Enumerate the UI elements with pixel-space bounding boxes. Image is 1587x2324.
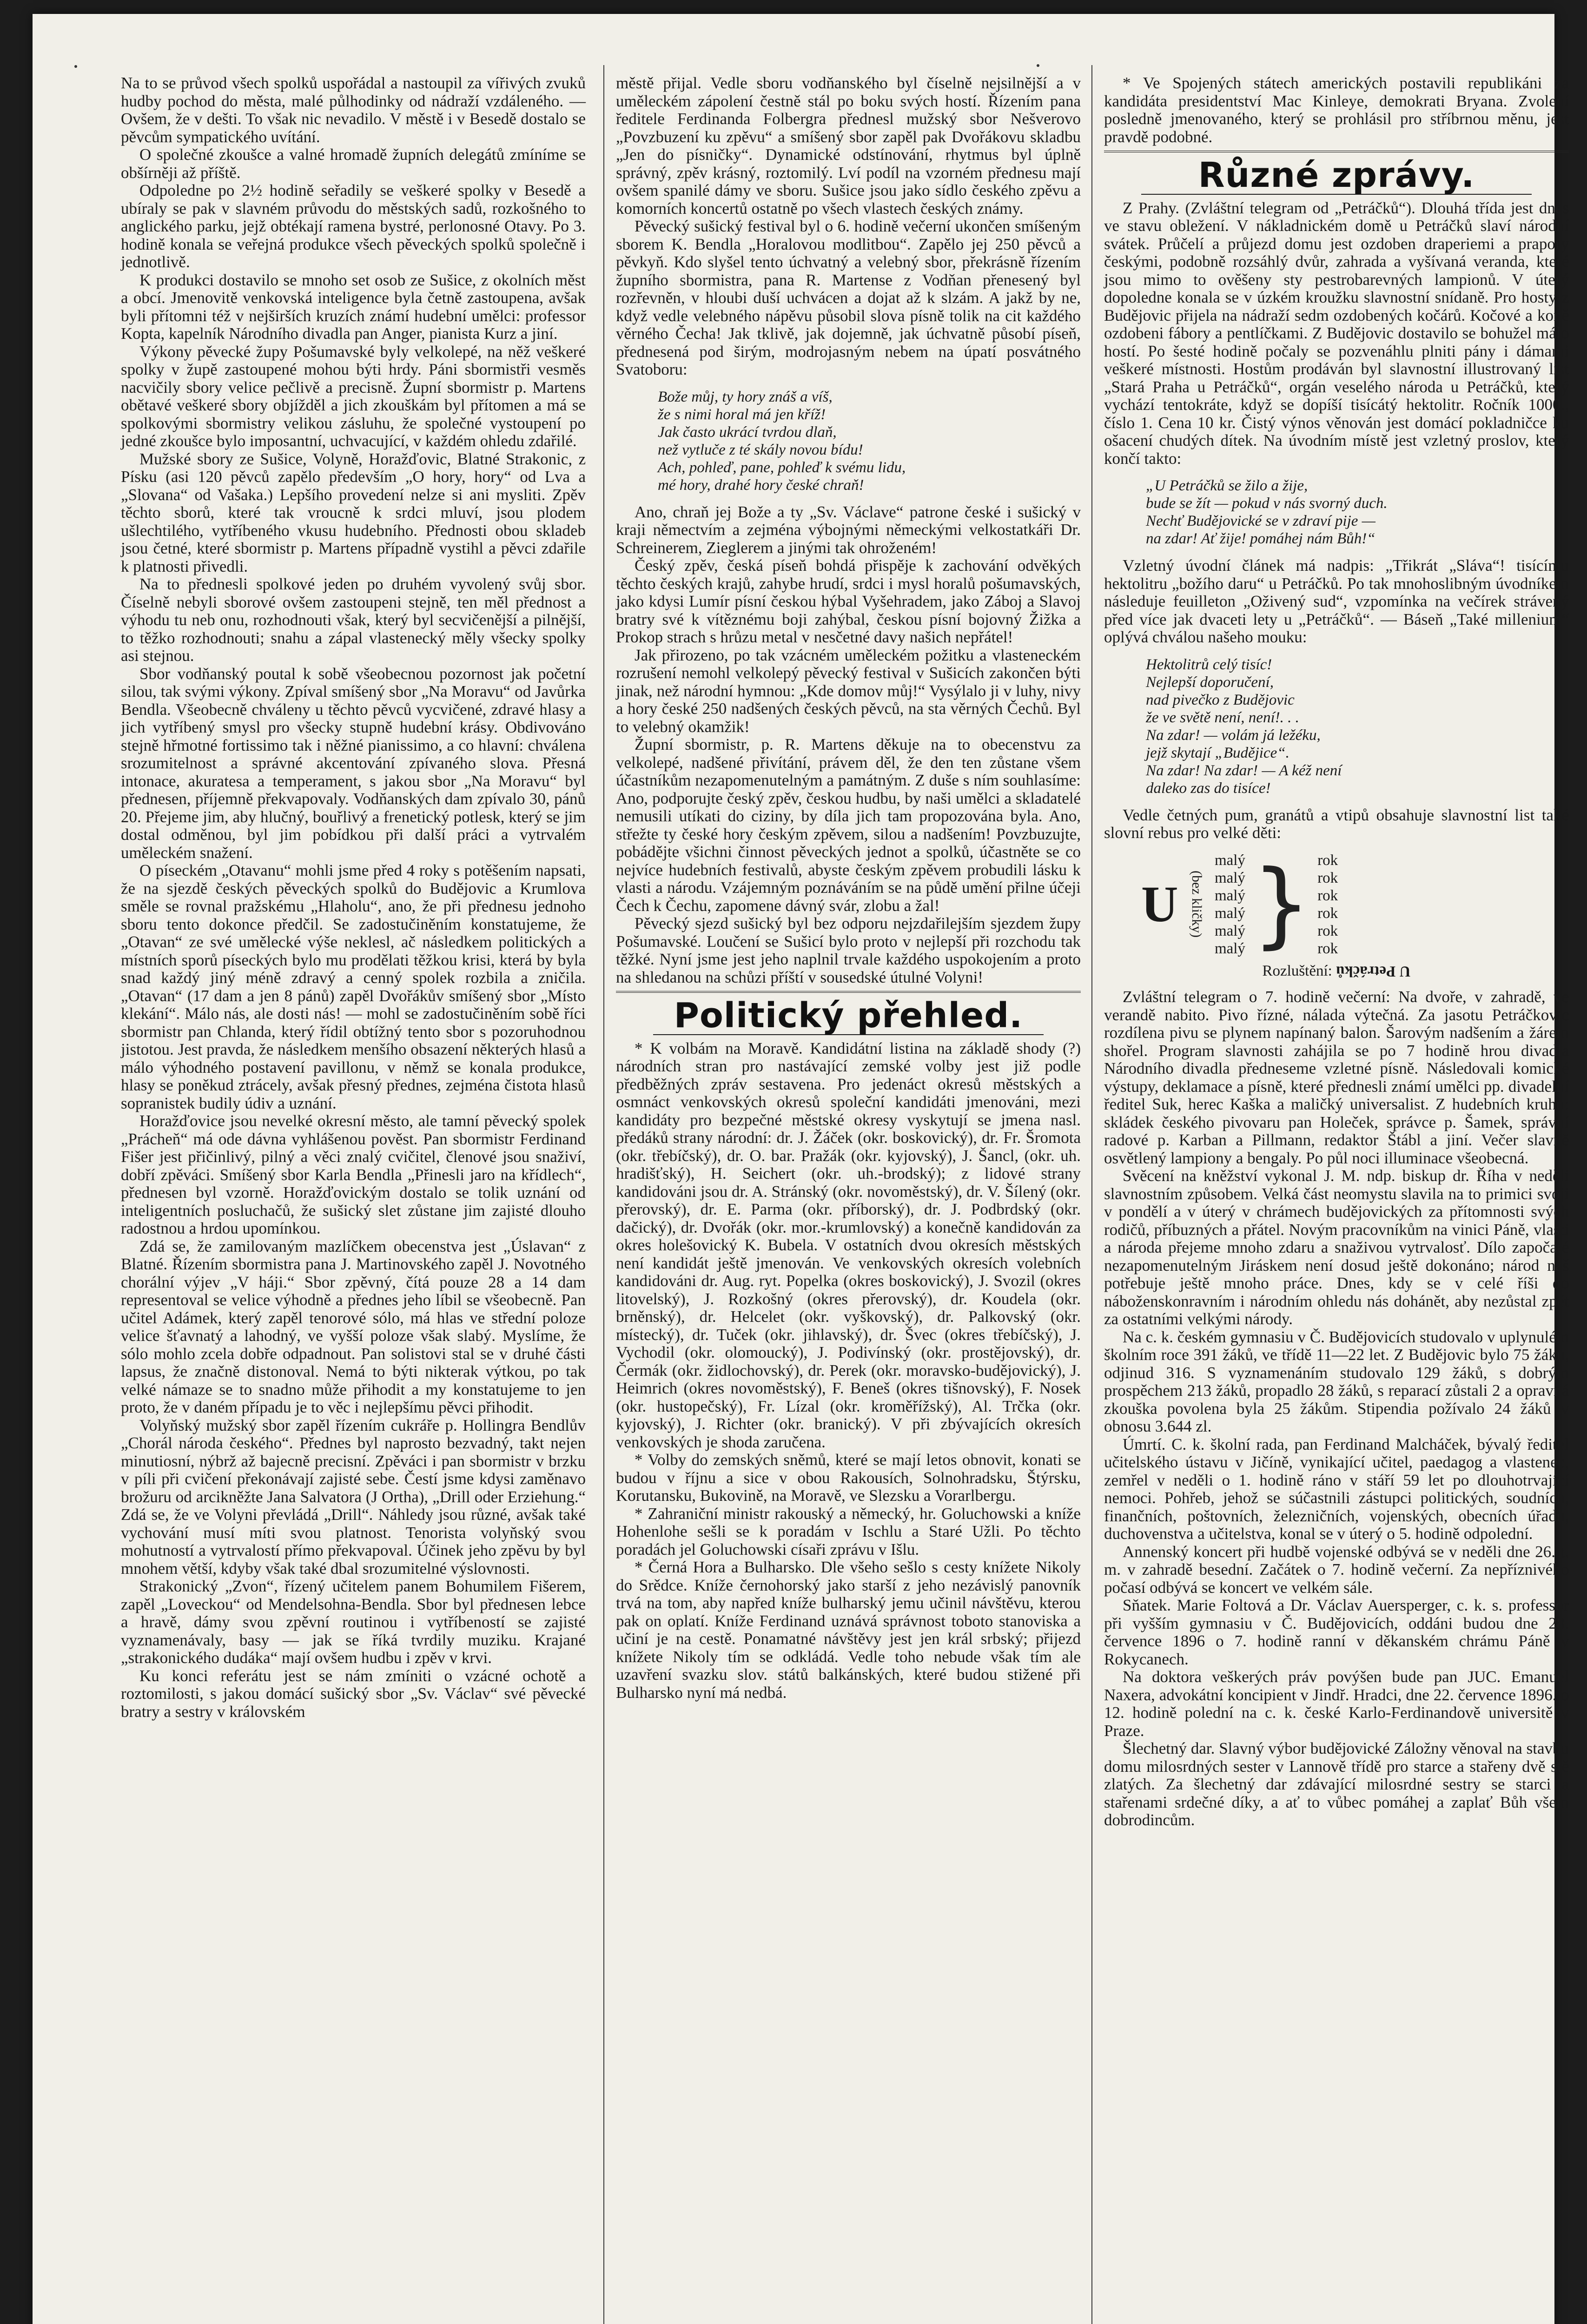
- column-rule: [1091, 65, 1092, 2324]
- news-item: Svěcení na kněžství vykonal J. M. ndp. biskup dr. Říha v neděli slavnostním způsobem. Velká část neomystu slavila na to primici svoji v pondělí a v úterý v chrámech budějovických za přítomnosti svých rodičů, příbuzných a přátel. Novým pracovníkům na vinici Páně, vlasti a národa přejeme mnoho zdaru a snaživou vytrvalosť. Dílo započaté nezapomenutelným Jiráskem není dosud ještě dokonáno; národ náš potřebuje ještě mnoho práce. Dnes, kdy se v celé říši do náboženskonravním i národním ohledu nás dohánět, aby nezůstal zpět za ostatními velkými národy.: [1104, 1167, 1569, 1328]
- paragraph: O píseckém „Otavanu“ mohli jsme před 4 roky s potěšením napsati, že na sjezdě českých pěveckých spolků do Budějovic a Krumlova směle se rovnal pražskému „Hlaholu“, ano, že při přednesu jednoho sboru tento dokonce předčil. Se zadostučiněním konstatujeme, že „Otavan“ ze své umělecké výše neklesl, ač následkem politických a místních sporů píseckých bylo mu prodělati těžkou krisi, která by byla snad každý jiný méně zdravý a cenný spolek rozbila a zničila. „Otavan“ (17 dam a jen 8 pánů) zapěl Dvořákův smíšený sbor „Místo klekání“. Málo nás, ale dosti nás! — mohl se zadostučiněním sobě říci sbormistr pan Chlanda, který řídil obtížný tento sbor s pozoruhodnou jistotou. Jest pravda, že následkem menšího obsazení některých hlasů a málo výhodného postavení pavillonu, v němž se konala produkce, hlasy se poněkud ztrácely, avšak přesný přednes, zejména čistota hlasů sopranistek budily údiv a uznání.: [121, 861, 586, 1112]
- poem-line: mé hory, drahé hory české chraň!: [658, 476, 864, 494]
- poem-line: Bože můj, ty hory znáš a víš,: [658, 388, 833, 405]
- poem: [658, 388, 1081, 494]
- section-divider: [1104, 151, 1569, 152]
- paragraph: Vzletný úvodní článek má nadpis: „Třikrát „Sláva“! tisícímu hektolitru „božího daru“ u Petráčků. Po tak mnohoslibným úvodníkem následuje feuilleton „Oživený sud“, vzpomínka na večírek strávený před více jak dvaceti lety u „Petráčků“. — Báseň „Také millenium“ oplývá chválou našeho mouku:: [1104, 556, 1569, 646]
- paragraph: Vedle četných pum, granátů a vtipů obsahuje slavnostní list také slovní rebus pro velké děti:: [1104, 805, 1569, 842]
- news-item: * Zahraniční ministr rakouský a německý, hr. Goluchowski a kníže Hohenlohe sešli se k poradám v Ischlu a Staré Užli. Po těchto poradách jel Goluchowski císaři zprávu v Išlu.: [616, 1504, 1081, 1558]
- poem-line: Jak často ukrácí tvrdou dlaň,: [658, 423, 837, 441]
- rebus-word: malý: [1214, 905, 1245, 922]
- section-divider: [616, 991, 1081, 993]
- paragraph: Mužské sbory ze Sušice, Volyně, Horažďovic, Blatné Strakonic, z Písku (asi 120 pěvců zapělo především „O hory, hory“ od Lva a „Slovana“ od Vašaka.) Lepšího provedení nelze si ani mysliti. Zpěv těchto sborů, které tak vroucně k srdci mluví, jsou plodem ušlechtilého, vytříbeného vkusu hudebního. Přednosti obou skladeb jsou četné, které sbormistr p. Martens případně vystihl a pěvci zdařile k platnosti přivedli.: [121, 449, 586, 575]
- rebus-word: rok: [1317, 940, 1338, 957]
- paragraph: Na to přednesli spolkové jeden po druhém vyvolený svůj sbor. Číselně nebyli sborové ovšem zastoupeni stejně, ten měl přednost a výhodu tu neb onu, rozhodnouti však, který byl secvičenější a pilnější, to těžko rozhodnouti; snahu a zápal vlastenecký měly všecky spolky asi stejnou.: [121, 575, 586, 665]
- news-item: Sňatek. Marie Foltová a Dr. Václav Auersperger, c. k. s. professor při vyšším gymnasiu v Č. Budějovicích, oddáni budou dne 28. července 1896 o 7. hodině ranní v děkanském chrámu Páně v Rokycanech.: [1104, 1596, 1569, 1668]
- rebus-word: malý: [1214, 887, 1245, 904]
- rebus: [1141, 852, 1569, 957]
- rebus-word: rok: [1317, 905, 1338, 922]
- paragraph: Pěvecký sjezd sušický byl bez odporu nejzdařilejším sjezdem župy Pošumavské. Loučení se Sušicí bylo proto v nejlepší při rozchodu tak těžké. Nyní jsme jest jeho naplnil trvale každého uspokojením a proto na shledanou na schůzi příští v sousedské útulné Volyni!: [616, 914, 1081, 986]
- verse-line: Na zdar! — volám já ležéku,: [1146, 726, 1321, 744]
- section-title-politics: Politický přehled.: [674, 996, 1023, 1036]
- paragraph: Výkony pěvecké župy Pošumavské byly velkolepé, na něž veškeré spolky v župě zastoupené mohou býti hrdy. Páni sbormistři vesměs nacvičily sbory velice pečlivě a precisně. Župní sbormistr p. Martens obětavé veškeré sbory objížděl a jich zkouškám byl přítomen a má se spolkovými sbormistry velikou zásluhu, že společné vystoupení po jedné zkoušce bylo imposantní, uchvacující, v každém ohledu zdařilé.: [121, 342, 586, 450]
- rebus-word: malý: [1214, 852, 1245, 869]
- poem-line: že s nimi horal má jen kříž!: [658, 406, 826, 423]
- news-item: Na c. k. českém gymnasiu v Č. Budějovicích studovalo v uplynulém školním roce 391 žáků, ve třídě 11—22 let. Z Budějovic bylo 75 žáků, odjinud 316. S vyznamenáním studovalo 129 žáků, s dobrým prospěchem 213 žáků, propadlo 28 žáků, s reparací zůstali 2 a opravná zkouška povolena byla 25 žákům. Stipendia požívalo 24 žáků v obnosu 3.644 zl.: [1104, 1327, 1569, 1435]
- verse-line: Hektolitrů celý tisíc!: [1146, 656, 1272, 673]
- paragraph: Horažďovice jsou nevelké okresní město, ale tamní pěvecký spolek „Prácheň“ má ode dávna vyhlášenou pověst. Pan sbormistr Ferdinand Fišer jest přičinlivý, pilný a věci znalý cvičitel, členové jsou snaživí, dobří zpěváci. Smíšený sbor Karla Bendla „Přinesli jaro na křídlech“, přednesen byl vzorně. Horažďovickým dostalo se tolik uznání od inteligentních posluchačů, že sušický slet zůstane jim zajisté dlouho radostnou a hrdou upomínkou.: [121, 1112, 586, 1237]
- paragraph: Ku konci referátu jest se nám zmíniti o vzácné ochotě a roztomilosti, s jakou domácí sušický sbor „Sv. Václav“ své pěvecké bratry a sestry v královském: [121, 1666, 586, 1721]
- paragraph: Pěvecký sušický festival byl o 6. hodině večerní ukončen smíšeným sborem K. Bendla „Horalovou modlitbou“. Zapělo jej 250 pěvců a pěvkyň. Kdo slyšel tento úchvatný a velebný sbor, překrásně řízením župního sbormistra, pana R. Martense z Vodňan přenesený byl rozřevněn, v hloubi duší uchvácen a dojat až k slzám. A jakž by ne, když vedle velebného nápěvu působil slova písně tolik na cit každého věrného Čecha! Jak tklivě, jak dojemně, jak úchvatně působí píseň, přednesená pod širým, modrojasným nebem na úpatí posvátného Svatoboru:: [616, 217, 1081, 378]
- rebus-word: rok: [1317, 922, 1338, 939]
- news-item: * K volbám na Moravě. Kandidátní listina na základě shody (?) národních stran pro nastávající zemské volby jest již podle předběžných zpráv sestavena. Pro jedenáct okresů městských a osmnáct venkovských okresů společní kandidáti jmenováni, mezi kandidáty pro bezpečné městské okresy vyskytují se jmena nasl. předáků strany národní: dr. J. Žáček (okr. boskovický), dr. Fr. Šromota (okr. třebíčský), dr. O. bar. Pražák (okr. kyjovský), J. Šancl, (okr. uh. hradišťský), H. Seichert (okr. uh.-brodský); z lidové strany kandidováni jsou dr. A. Stránský (okr. novoměstský), dr. V. Šílený (okr. přerovský), dr. E. Parma (okr. příborský), dr. J. Podbrdský (okr. dačický), dr. Dvořák (okr. mor.-krumlovský) a konečně kandidován za okres holešovický K. Bubela. V ostatních dvou okresích městských není kandidát ještě jmenován. Ve venkovských okresích volebních kandidováni dr. Aug. ryt. Popelka (okres boskovický), J. Svozil (okres litovelský), J. Rozkošný (okres přerovský), dr. Koudela (okr. brněnský), dr. Helcelet (okr. vyškovský), dr. Palkovský (okr. místecký), dr. Tuček (okr. jihlavský), dr. Švec (okres třebíčský), J. Vychodil (okr. olomoucký), J. Podivínský (okr. prostějovský), dr. Čermák (okr. židlochovský), dr. Perek (okr. moravsko-budějovický), J. Heimrich (okres novoměstský), F. Beneš (okres tišnovský), F. Nosek (okr. hustopečský), Fr. Lízal (okr. kroměřížský), Al. Trčka (okr. kyjovský), J. Richter (okr. branický). V při zbývajících okresích venkovských je shoda zaručena.: [616, 1039, 1081, 1451]
- verse: [1146, 477, 1569, 548]
- news-item: * Volby do zemských sněmů, které se mají letos obnovit, konati se budou v říjnu a sice v obou Rakousích, Solnohradsku, Štýrsku, Korutansku, Bukovině, na Moravě, ve Slezsku a Vorarlbergu.: [616, 1451, 1081, 1505]
- news-item: Annenský koncert při hudbě vojenské odbývá se v neděli dne 26. t. m. v zahradě besední. Začátek o 7. hodině večerní. Za nepříznivého počasí odbývá se koncert ve velkém sále.: [1104, 1542, 1569, 1597]
- rebus-solution: [1104, 962, 1569, 980]
- news-item: Úmrtí. C. k. školní rada, pan Ferdinand Malcháček, bývalý ředitel učitelského ústavu v Jičíně, vynikající učitel, paedagog a vlastenec, zemřel v neděli o 1. hodině ráno v stáří 59 let po dlouhotrvající nemoci. Pohřeb, jehož se súčastnili zástupci politických, soudních, finančních, poštovních, železničních, vojenských, obecních úřadů, duchovenstva a učitelstva, konal se v úterý o 5. hodině odpolední.: [1104, 1435, 1569, 1543]
- solution-text: U Petráčků: [1336, 963, 1411, 979]
- paragraph: K produkci dostavilo se mnoho set osob ze Sušice, z okolních měst a obcí. Jmenovitě venkovská inteligence byla četně zastoupena, avšak byli přítomni též v nejširších kruzích známí hudební umělci: professor Kopta, kapelník Národního divadla pan Anger, pianista Kurz a jiní.: [121, 271, 586, 343]
- poem-line: Ach, pohleď, pane, pohleď k svému lidu,: [658, 459, 906, 476]
- verse-line: Nechť Budějovické se v zdraví pije —: [1146, 513, 1376, 529]
- rebus-word: rok: [1317, 887, 1338, 904]
- paragraph: Český zpěv, česká píseň bohdá přispěje k zachování odvěkých těchto českých krajů, zahybe hrudí, srdci i mysl horalů pošumavských, jako kdysi Lumír písní českou hýbal Vyšehradem, jako Záboj a Slavoj bratry své k vítěznému boji zahýbal, českou písní bojovný Žižka a Prokop strach s hrůzu metal v nesčetné davy našich nepřátel!: [616, 556, 1081, 646]
- paragraph: Ano, chraň jej Bože a ty „Sv. Václave“ patrone české i sušický v kraji němectvím a zejména výbojnými německými velkostatkáři Dr. Schreinerem, Zieglerem a jinými tak ohroženém!: [616, 502, 1081, 557]
- solution-label: Rozluštění:: [1262, 962, 1332, 979]
- column-2: [616, 74, 1081, 1702]
- verse-line: nad pivečko z Budějovic: [1146, 691, 1295, 708]
- rebus-word: malý: [1214, 940, 1245, 957]
- column-rule: [603, 65, 604, 2324]
- verse: [1146, 656, 1569, 797]
- verse-line: daleko zas do tisíce!: [1146, 779, 1271, 797]
- paragraph: Jak přirozeno, po tak vzácném uměleckém požitku a vlasteneckém rozrušení nemohl velkolepý pěvecký festival v Sušicích zakončen býti jinak, než národní hymnou: „Kde domov můj!“ Vysýlalo ji v luhy, nivy a hory české 250 nadšených českých pěvců, na sta věrných Čechů. Byl to velebný okamžik!: [616, 646, 1081, 736]
- paragraph: O společné zkoušce a valné hromadě župních delegátů zmíníme se obšírněji až příště.: [121, 145, 586, 182]
- verse-line: bude se žít — pokud v nás svorný duch.: [1146, 495, 1388, 512]
- paragraph: Zdá se, že zamilovaným mazlíčkem obecenstva jest „Úslavan“ z Blatné. Řízením sbormistra pana J. Martinovského zapěl J. Novotného chorální výjev „V háji.“ Sbor zpěvný, čítá pouze 28 a 14 dam representoval se velice výhodně a přednes jeho líbil se všeobecně. Pan učitel Adámek, který zapěl tenorové sólo, má hlas ve střední poloze velice šťavnatý a lahodný, ve vyšší poloze však slabý. Myslíme, že sólo mohlo zcela dobře odpadnout. Pan solistovi stal se v druhé části lapsus, že značně distonoval. Nemá to býti nikterak výtkou, po tak velké námaze se to snadno může přihodit a my konstatujeme to jen proto, že v daném případu je to věc i nejlepšímu pěvci přihodit.: [121, 1237, 586, 1416]
- news-item: Z Prahy. (Zvláštní telegram od „Petráčků“). Dlouhá třída jest dnes ve stavu obležení. V nákladnickém domě u Petráčků slaví národní svátek. Průčelí a průjezd domu jest ozdoben draperiemi a prapory českými, podobně rozsáhlý dvůr, zahrada a vyšívaná veranda, které jsou mimo to ověšeny sty pestrobarevných lampionů. V úterý dopoledne konala se v úzkém kroužku slavnostní snídaně. Pro hosty z Budějovic přijela na nádraží sedm ozdobených kočárů. Kočové a koně ozdobeni fábory a pentlíčkami. Z Budějovic dostavilo se bohužel málo hostí. Po šesté hodině počaly se pozvenáhlu plniti pány i dámami veškeré místnosti. Hostům prodáván byl slavnostní illustrovaný list „Stará Praha u Petráčků“, orgán veselého národa u Petráčků, který vychází tentokráte, když se dopíší tisícátý hektolitr. Ročník 1000., číslo 1. Cena 10 kr. Čistý výnos věnován jest domácí pokladničce ku ošacení chudých dítek. Na úvodním místě jest vzletný proslov, který končí takto:: [1104, 198, 1569, 468]
- news-item: * Černá Hora a Bulharsko. Dle všeho sešlo s cesty knížete Nikoly do Srědce. Kníže černohorský jako starší z jeho nezávislý panovník trvá na tom, aby napřed kníže bulharský jemu učinil návštěvu, kterou pak on oplatí. Kníže Ferdinand uznává správnost toboto stanoviska a učiní je na cestě. Ponamatné návštěvy jest jen král srbský; přijezd knížete Nikoly tím se odkládá. Vedle toho nebude však tím ale uzavření svazku slov. států balkánských, které budou stižené při Bulharsko nyní má nedbá.: [616, 1558, 1081, 1702]
- rebus-word: rok: [1317, 852, 1338, 869]
- page-mark: [74, 65, 77, 68]
- rebus-right-words: [1317, 852, 1338, 957]
- rebus-word: malý: [1214, 922, 1245, 939]
- paragraph: Na to se průvod všech spolků uspořádal a nastoupil za vířivých zvuků hudby pochod do města, malé půlhodinky od nádraží vzdáleného. — Ovšem, že v dešti. To však nic nevadilo. V městě i v Besedě dostalo se pěvcům sympatického uvítání.: [121, 74, 586, 146]
- verse-line: že ve světě není, není!. . .: [1146, 709, 1299, 726]
- column-3: [1104, 74, 1569, 1829]
- newspaper-page: [33, 14, 1569, 2324]
- paragraph: městě přijal. Vedle sboru vodňanského byl číselně nejsilnější a v uměleckém zápolení čestně stál po boku svých hostí. Řízením pana ředitele Ferdinanda Folbergra přednesl mužský sbor Nešverovo „Povzbuzení ku zpěvu“ a smíšený sbor zapěl pak Dvořákovu skladbu „Jen do písničky“. Dynamické odstínování, rhytmus byl úplně správný, zpěv krásný, roztomilý. Lví podíl na vzorném přednesu mají ovšem spanilé dámy ve sboru. Sušice jsou jako sídlo českého zpěvu a komorních koncertů ostatně po všech vlastech českých známy.: [616, 74, 1081, 218]
- verse-line: Nejlepší doporučení,: [1146, 673, 1274, 691]
- rebus-side-note: (bez kličky): [1189, 871, 1204, 938]
- rebus-word: rok: [1317, 869, 1338, 886]
- verse-line: „U Petráčků se žilo a žije,: [1146, 477, 1308, 494]
- page-mark: [1037, 64, 1039, 67]
- section-title-news: Různé zprávy.: [1198, 155, 1475, 195]
- poem-line: než vytluče z té skály novou bídu!: [658, 441, 863, 458]
- news-item: Zvláštní telegram o 7. hodině večerní: Na dvoře, v zahradě, ve verandě nabito. Pivo řízné, nálada výtečná. Za jasotu Petráčkovic rozdílena pivu se plynem napínaný balon. Šarovým nadšením a žárem shořel. Program slavnosti zahájila se po 7 hodině hrou divadla Národního divadla předneseme vzletné písně. Následovali komické výstupy, deklamace a písně, které přednesli známí umělci pp. divadelní ředitel Suk, herec Kaška a maličký universalist. Z hudebních kruhů: skládek českého pivovaru pan Holeček, správce p. Šamek, správní radové p. Karban a Pillmann, redaktor Štábl a jiní. Večer slavně osvětlený lampiony a bengaly. Po půl noci illuminace všeobecná.: [1104, 988, 1569, 1167]
- verse-line: Na zdar! Na zdar! — A kéž není: [1146, 762, 1342, 779]
- news-item: Šlechetný dar. Slavný výbor budějovické Záložny věnoval na stavbu domu milosrdných sester v Lannově třídě pro starce a stařeny dvě stě zlatých. Za šlechetný dar zdávající milosrdné sestry se starci a stařenami srdečné díky, a ať to vůbec pomáhej a zaplať Bůh všem dobrodincům.: [1104, 1739, 1569, 1829]
- news-item: Na doktora veškerých práv povýšen bude pan JUC. Emanuel Naxera, advokátní koncipient v Jindř. Hradci, dne 22. července 1896. o 12. hodině polední na c. k. české Karlo-Ferdinandově universitě v Praze.: [1104, 1668, 1569, 1740]
- paragraph: Odpoledne po 2½ hodině seřadily se veškeré spolky v Besedě a ubíraly se pak v slavném průvodu do městských sadů, rozkošného to anglického parku, jejž obtékají ramena bystré, perlonosné Otavy. Po 3. hodině konala se veřejná produkce všech pěveckých spolků společně i jednotlivě.: [121, 181, 586, 271]
- paragraph: Volyňský mužský sbor zapěl řízením cukráře p. Hollingra Bendlův „Chorál národa českého“. Přednes byl naprosto bezvadný, takt nejen minutiosní, nýbrž až bajecně precisní. Zpěváci i pan sbormistr v brzku v píli při cvičení překonávají zajisté sebe. Čestí jsme kdysi zaměnavo brožuru od arcikněžte Jana Salvatora (J Ortha), „Drill oder Erziehung.“ Zdá se, že ve Volyni převládá „Drill“. Náhledy jsou různé, avšak také vychování musí míti svou platnost. Tenorista volyňský svou mohutností a vytrvalostí přímo překvapoval. Účinek jeho zpěvu by byl mnohem větší, kdyby však také dbal srozumitelné výslovnosti.: [121, 1416, 586, 1578]
- verse-line: na zdar! Ať žije! pomáhej nám Bůh!“: [1146, 530, 1375, 547]
- paragraph: Župní sbormistr, p. R. Martens děkuje na to obecenstvu za velkolepé, nadšené přivítání, právem děl, že den ten zůstane všem účastníkům nezapomenutelným a památným. Z duše s ním souhlasíme: Ano, podporujte český zpěv, českou hudbu, by naši umělci a skladatelé nemusili utíkati do ciziny, by díla jich tam propozována byla. Ano, střežte ty české hory českým zpěvem, silou a nadšením! Povzbuzujte, pobádějte všichni činnost pěveckých jednot a spolků, účastněte se co nejvíce hudebních festivalů, abyste českým zpěvem probudili lásku k vlasti a národu. Vzájemným poznáváním se na půdě umění přilne účeji Čech k Čechu, zapomene dávný svár, zlobu a žal!: [616, 735, 1081, 915]
- news-item: * Ve Spojených státech amerických postavili republikáni za kandidáta presidentství Mac Kinleye, demokrati Bryana. Zvolení posledně jmenovaného, který se prohlásil pro stříbrnou měnu, jest pravdě podobné.: [1104, 74, 1569, 146]
- rebus-word: malý: [1214, 869, 1245, 886]
- rebus-left-words: [1215, 852, 1245, 957]
- rebus-brace: }: [1251, 850, 1311, 958]
- rebus-letter: U: [1141, 876, 1178, 933]
- paragraph: Sbor vodňanský poutal k sobě všeobecnou pozornost jak početní silou, tak svými výkony. Zpíval smíšený sbor „Na Moravu“ od Javůrka Bendla. Všeobecně chváleny u těchto pěvců vycvičené, zdravé hlasy a jich vytříbený smysl pro všecky stupně hudební krásy. Obdivováno stejně hřmotné fortissimo tak i něžné pianissimo, a co hlavní: chválena srozumitelnost a správné akcentování zpívaného slova. Přesná intonace, akuratesa a temperament, s jakou sbor „Na Moravu“ byl přednesen, příjemně překvapovaly. Vodňanských dam zpívalo 30, pánů 20. Přejeme jim, aby hlučný, bouřlivý a frenetický potlesk, který se jim dostal odměnou, byl jim pobídkou při další práci a vytrvalém uměleckém snažení.: [121, 664, 586, 862]
- verse-line: jejž skytají „Budějice“.: [1146, 744, 1289, 761]
- column-1: [121, 74, 586, 1721]
- paragraph: Strakonický „Zvon“, řízený učitelem panem Bohumilem Fišerem, zapěl „Loveckou“ od Mendelsohna-Bendla. Sbor byl přednesen lebce a hravě, dámy svou zpěvní routinou i vytříbeností se zajisté vyznamenávaly, basy — jak se říká tvrdily muziku. Krajané „strakonického dudáka“ mají ovšem hudbu i zpěv v krvi.: [121, 1577, 586, 1667]
